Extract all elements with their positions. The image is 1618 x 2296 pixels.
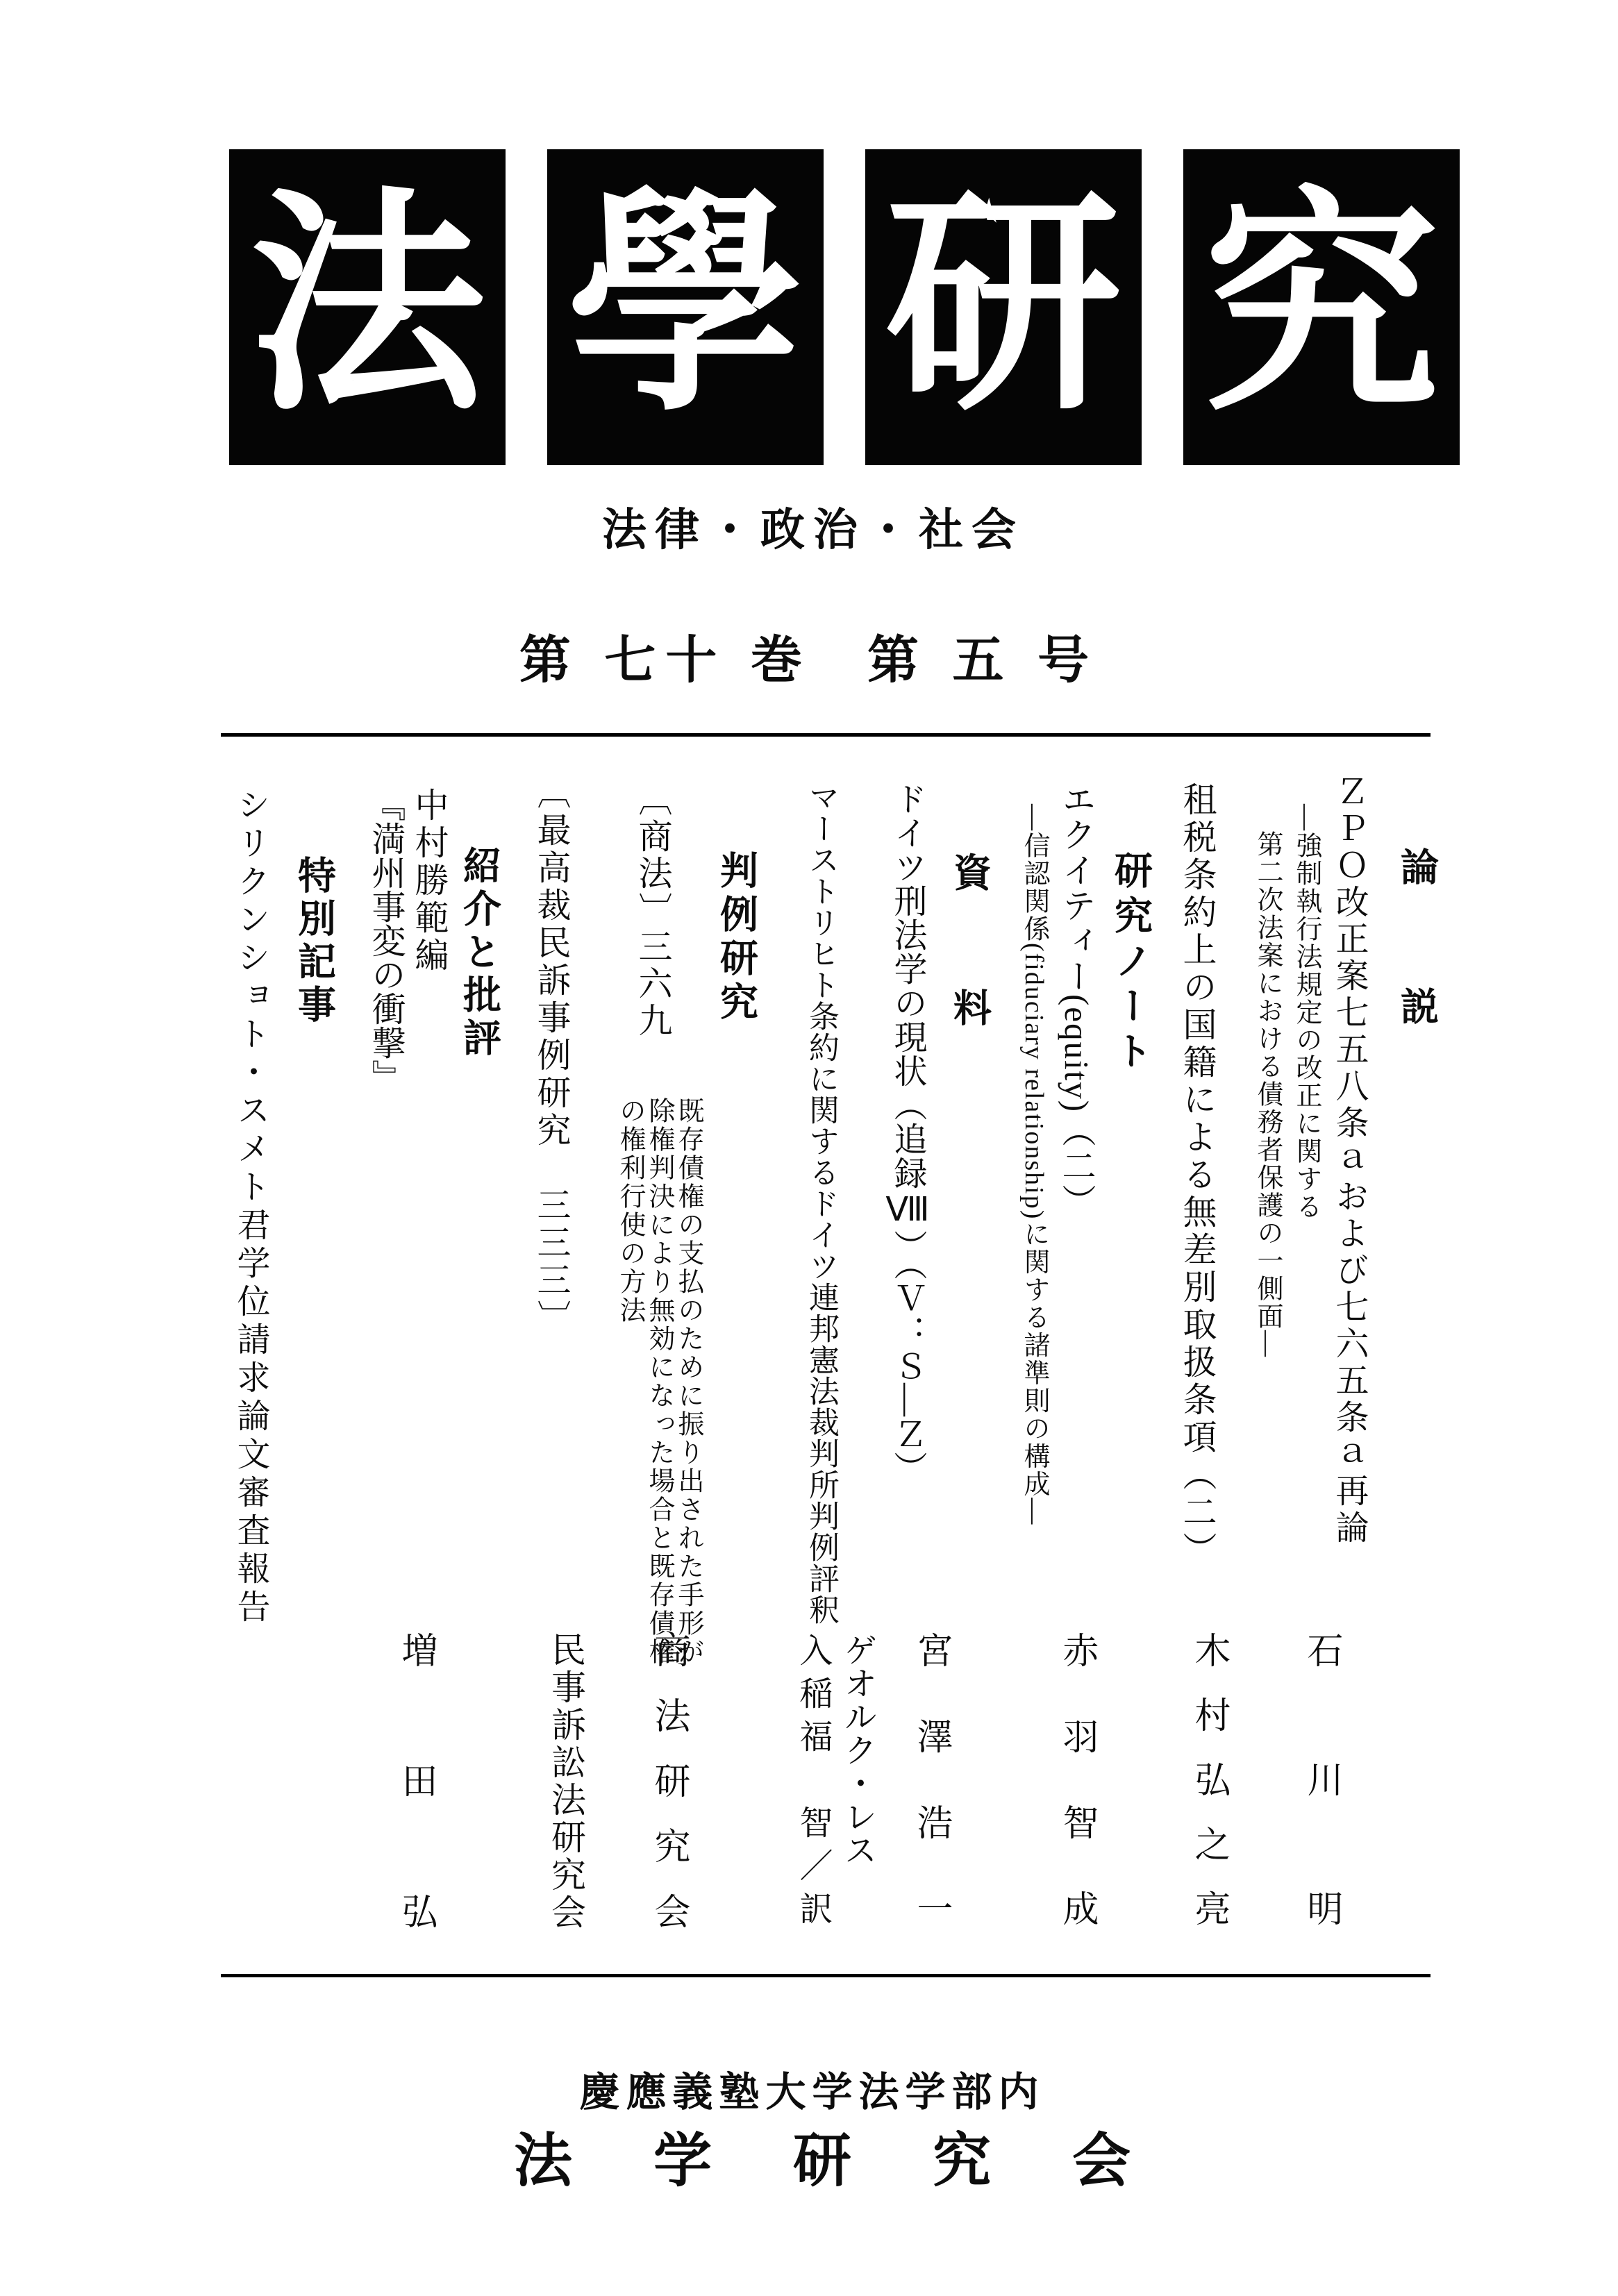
author-shoho-kenkyukai: 商法研究会 xyxy=(649,1632,688,1929)
article-book-title-manshu-jihen: 『満州事変の衝撃』 xyxy=(367,787,406,1093)
section-header-kenkyu-note: 研究ノート xyxy=(1109,850,1152,1076)
masthead-char: 研 xyxy=(885,176,1121,438)
author-masuda-hiroshi: 増田弘 xyxy=(396,1632,435,1929)
toc-rule-top xyxy=(221,733,1431,737)
author-georg-ress: ゲオルク・レス xyxy=(839,1633,876,1866)
section-header-tokubetsu-kiji: 特別記事 xyxy=(292,855,335,1028)
article-title-shoho-369: 〔商法〕三六九 xyxy=(634,782,672,1039)
article-title-gakui-shinsa-hokoku: シリクンショト・スメト君学位請求論文審査報告 xyxy=(232,787,269,1627)
article-title-equity: エクイティー(equity)（二） xyxy=(1058,782,1096,1220)
article-description-shoho-369: 既存債権の支払のために振り出された手形が除権判決により無効になった場合と既存債権の権利行使の方法 xyxy=(615,1097,703,1666)
translator-irinafuku-satoshi: 入稲福 智／訳 xyxy=(794,1633,831,1925)
masthead-char: 法 xyxy=(249,176,485,438)
author-ishikawa-akira: 石川明 xyxy=(1301,1632,1341,1926)
volume-part-2: 第 五 号 xyxy=(867,631,1099,689)
publisher-affiliation: 慶應義塾大学法学部内 xyxy=(579,2070,1045,2115)
section-header-ronsetsu: 論 説 xyxy=(1395,847,1438,1025)
article-title-zpo: ＺＰＯ改正案七五八条ａおよび七六五条ａ再論 xyxy=(1331,774,1367,1547)
masthead-block-ken xyxy=(865,149,1142,465)
publisher-name: 法学研究会 xyxy=(514,2129,1131,2194)
author-miyazawa-koichi: 宮澤浩一 xyxy=(911,1632,951,1926)
section-header-shokai-to-hihyo: 紹介と批評 xyxy=(458,846,501,1061)
article-title-saikosai-minso-333: 〔最高裁民訴事例研究 三三三〕 xyxy=(533,775,571,1337)
section-header-hanrei-kenkyu: 判例研究 xyxy=(715,850,758,1025)
article-subtitle-zpo-line2: 第二次法案における債務者保護の一側面― xyxy=(1253,830,1282,1358)
article-subtitle-zpo-line1: ―強制執行法規定の改正に関する xyxy=(1292,804,1321,1221)
section-header-shiryo: 資 料 xyxy=(948,853,991,1026)
article-title-nakamura-hen: 中村勝範編 xyxy=(410,787,449,975)
masthead-block-gaku xyxy=(547,149,824,465)
author-akabane-tomonari: 赤羽智成 xyxy=(1057,1632,1096,1926)
article-subtitle-equity: ―信認関係(fiduciary relationship)に関する諸準則の構成― xyxy=(1019,804,1049,1526)
volume-part-1: 第 七十 巻 xyxy=(519,631,812,689)
journal-subtitle: 法律・政治・社会 xyxy=(602,505,1024,555)
masthead-char: 學 xyxy=(567,176,803,438)
article-title-maastricht: マーストリヒト条約に関するドイツ連邦憲法裁判所判例評釈 xyxy=(804,782,838,1625)
article-title-doitsu-keihogaku: ドイツ刑法学の現状（追録Ⅷ）（Ｖ：Ｓ―Ｚ） xyxy=(889,782,926,1485)
volume-line xyxy=(0,619,1618,693)
toc-rule-bottom xyxy=(221,1974,1431,1977)
masthead-block-kyuu xyxy=(1183,149,1460,465)
masthead-block-hou xyxy=(229,149,506,465)
masthead-char: 究 xyxy=(1203,176,1440,438)
author-minji-soshoho-kenkyukai: 民事訴訟法研究会 xyxy=(547,1632,585,1929)
author-kimura-hironoske: 木村弘之亮 xyxy=(1189,1632,1228,1926)
article-title-sozei-joyaku: 租税条約上の国籍による無差別取扱条項（二） xyxy=(1178,782,1217,1569)
